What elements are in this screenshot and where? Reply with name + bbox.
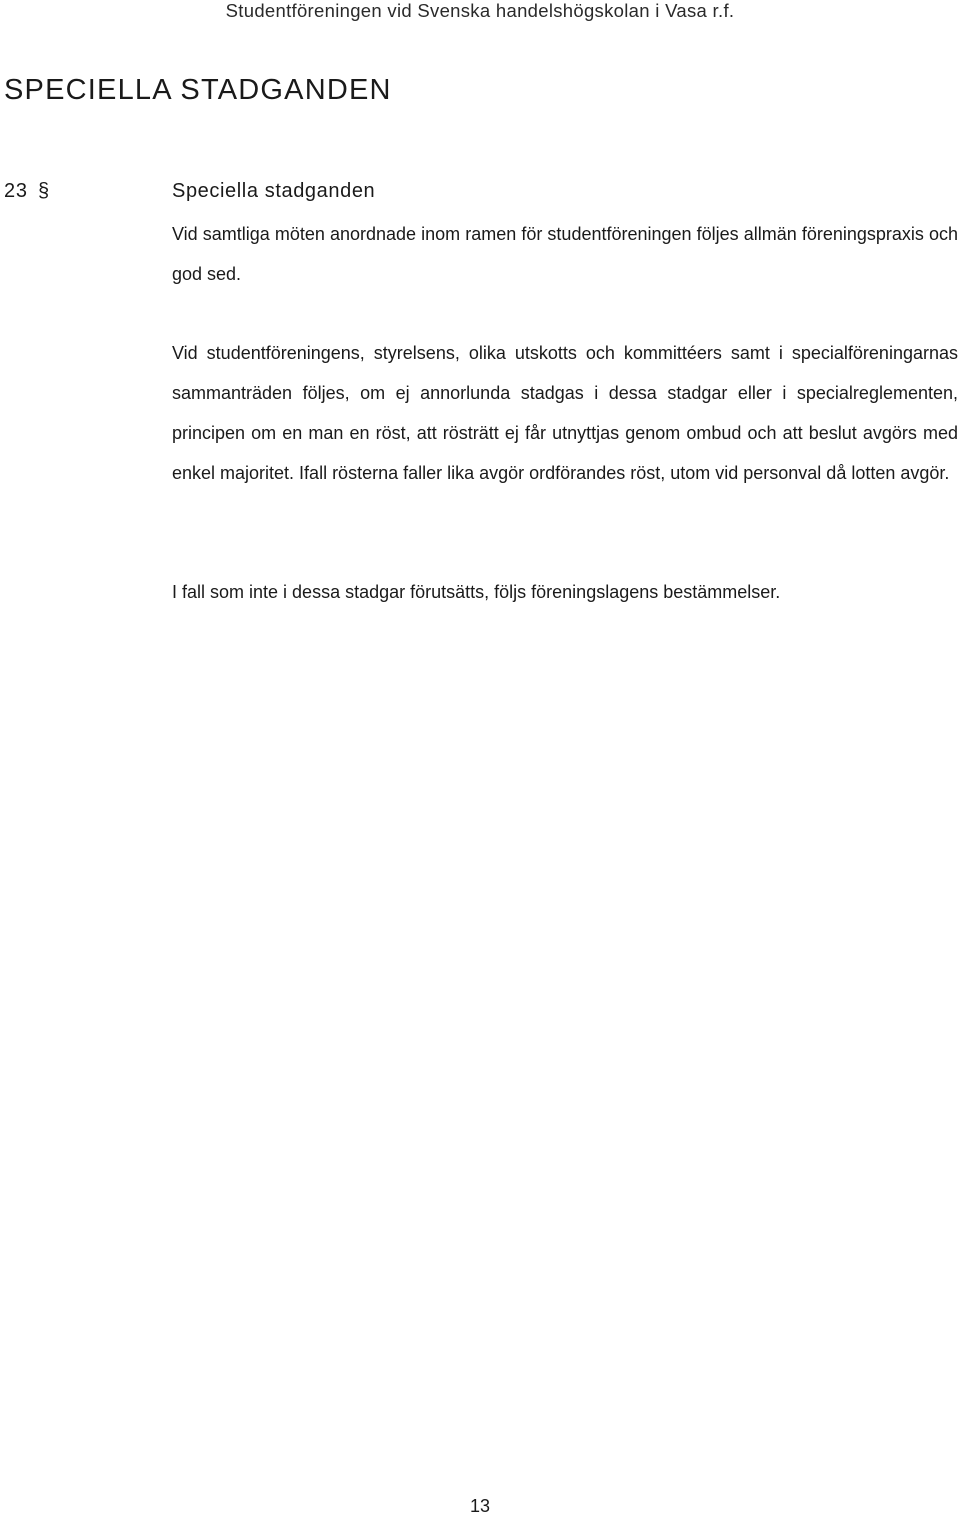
chapter-title: SPECIELLA STADGANDEN	[4, 74, 392, 106]
section-paragraph: Vid studentföreningens, styrelsens, olika utskotts och kommittéers samt i specialföreningarnas sammanträden följes, om ej annorlunda stadgas i dessa stadgar eller i specialreglementen, principen om en man en röst, att rösträtt ej får utnyttjas genom ombud och att beslut avgörs med enkel majoritet. Ifall rösterna faller lika avgör ordförandes röst, utom vid personval då lotten avgör.	[172, 343, 958, 483]
section-number: 23	[4, 180, 28, 202]
section-sign: §	[38, 180, 50, 202]
section-paragraph: I fall som inte i dessa stadgar förutsätts, följs föreningslagens bestämmelser.	[172, 582, 781, 602]
running-header: Studentföreningen vid Svenska handelshögskolan i Vasa r.f.	[225, 0, 735, 21]
section-paragraph: Vid samtliga möten anordnade inom ramen för studentföreningen följes allmän föreningspraxis och god sed.	[172, 224, 958, 284]
page-number: 13	[469, 1496, 491, 1516]
section-title: Speciella stadganden	[172, 180, 376, 202]
section-heading	[4, 180, 944, 206]
